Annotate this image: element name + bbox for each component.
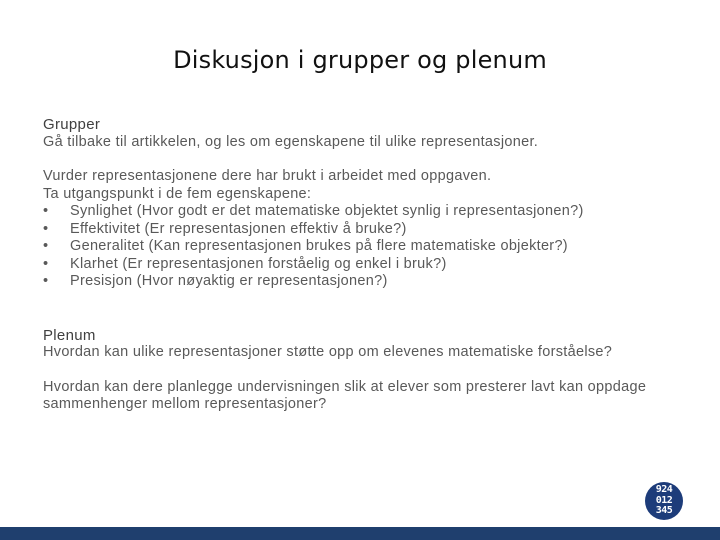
property-clarity: Klarhet (Er representasjonen forståelig og enkel i bruk?) — [70, 255, 447, 272]
property-visibility: Synlighet (Hvor godt er det matematiske objektet synlig i representasjonen?) — [70, 203, 584, 219]
plenum-question-planning: Hvordan kan dere planlegge undervisningen slik at elever som presterer lavt kan oppdage sammenhenger mellom representasjoner? — [43, 378, 647, 412]
groups-instruction-properties: Ta utgangspunkt i de fem egenskapene: — [43, 185, 312, 202]
spacer — [43, 291, 683, 327]
list-item — [43, 273, 683, 291]
bullet-icon: • — [43, 220, 49, 237]
footer-bar — [0, 527, 720, 540]
list-item — [43, 203, 683, 221]
groups-instruction-article: Gå tilbake til artikkelen, og les om egenskapene til ulike representasjoner. — [43, 133, 539, 150]
logo-text — [645, 485, 683, 517]
bullet-icon: • — [43, 238, 49, 254]
groups-heading: Grupper — [43, 116, 101, 133]
property-precision: Presisjon (Hvor nøyaktig er representasjonen?) — [70, 273, 388, 289]
numbers-logo-icon — [645, 482, 683, 520]
bullet-icon: • — [43, 273, 49, 289]
list-item — [43, 221, 683, 239]
logo-line: 012 — [655, 494, 673, 506]
list-item — [43, 238, 683, 256]
spacer — [43, 151, 683, 168]
property-generality: Generalitet (Kan representasjonen brukes på flere matematiske objekter?) — [70, 238, 568, 254]
bullet-icon: • — [43, 203, 49, 219]
properties-list — [43, 203, 683, 291]
logo-line: 345 — [655, 505, 673, 516]
bullet-icon: • — [43, 255, 49, 272]
slide-title: Diskusjon i grupper og plenum — [173, 46, 547, 74]
slide-body — [43, 116, 683, 414]
property-efficiency: Effektivitet (Er representasjonen effektiv å bruke?) — [70, 220, 407, 237]
list-item — [43, 256, 683, 274]
plenum-question-understanding: Hvordan kan ulike representasjoner støtte opp om elevenes matematiske forståelse? — [43, 344, 613, 360]
groups-instruction-evaluate: Vurder representasjonene dere har brukt i arbeidet med oppgaven. — [43, 168, 492, 184]
logo-line: 924 — [655, 484, 673, 495]
plenum-heading: Plenum — [43, 326, 96, 344]
spacer — [43, 362, 683, 379]
